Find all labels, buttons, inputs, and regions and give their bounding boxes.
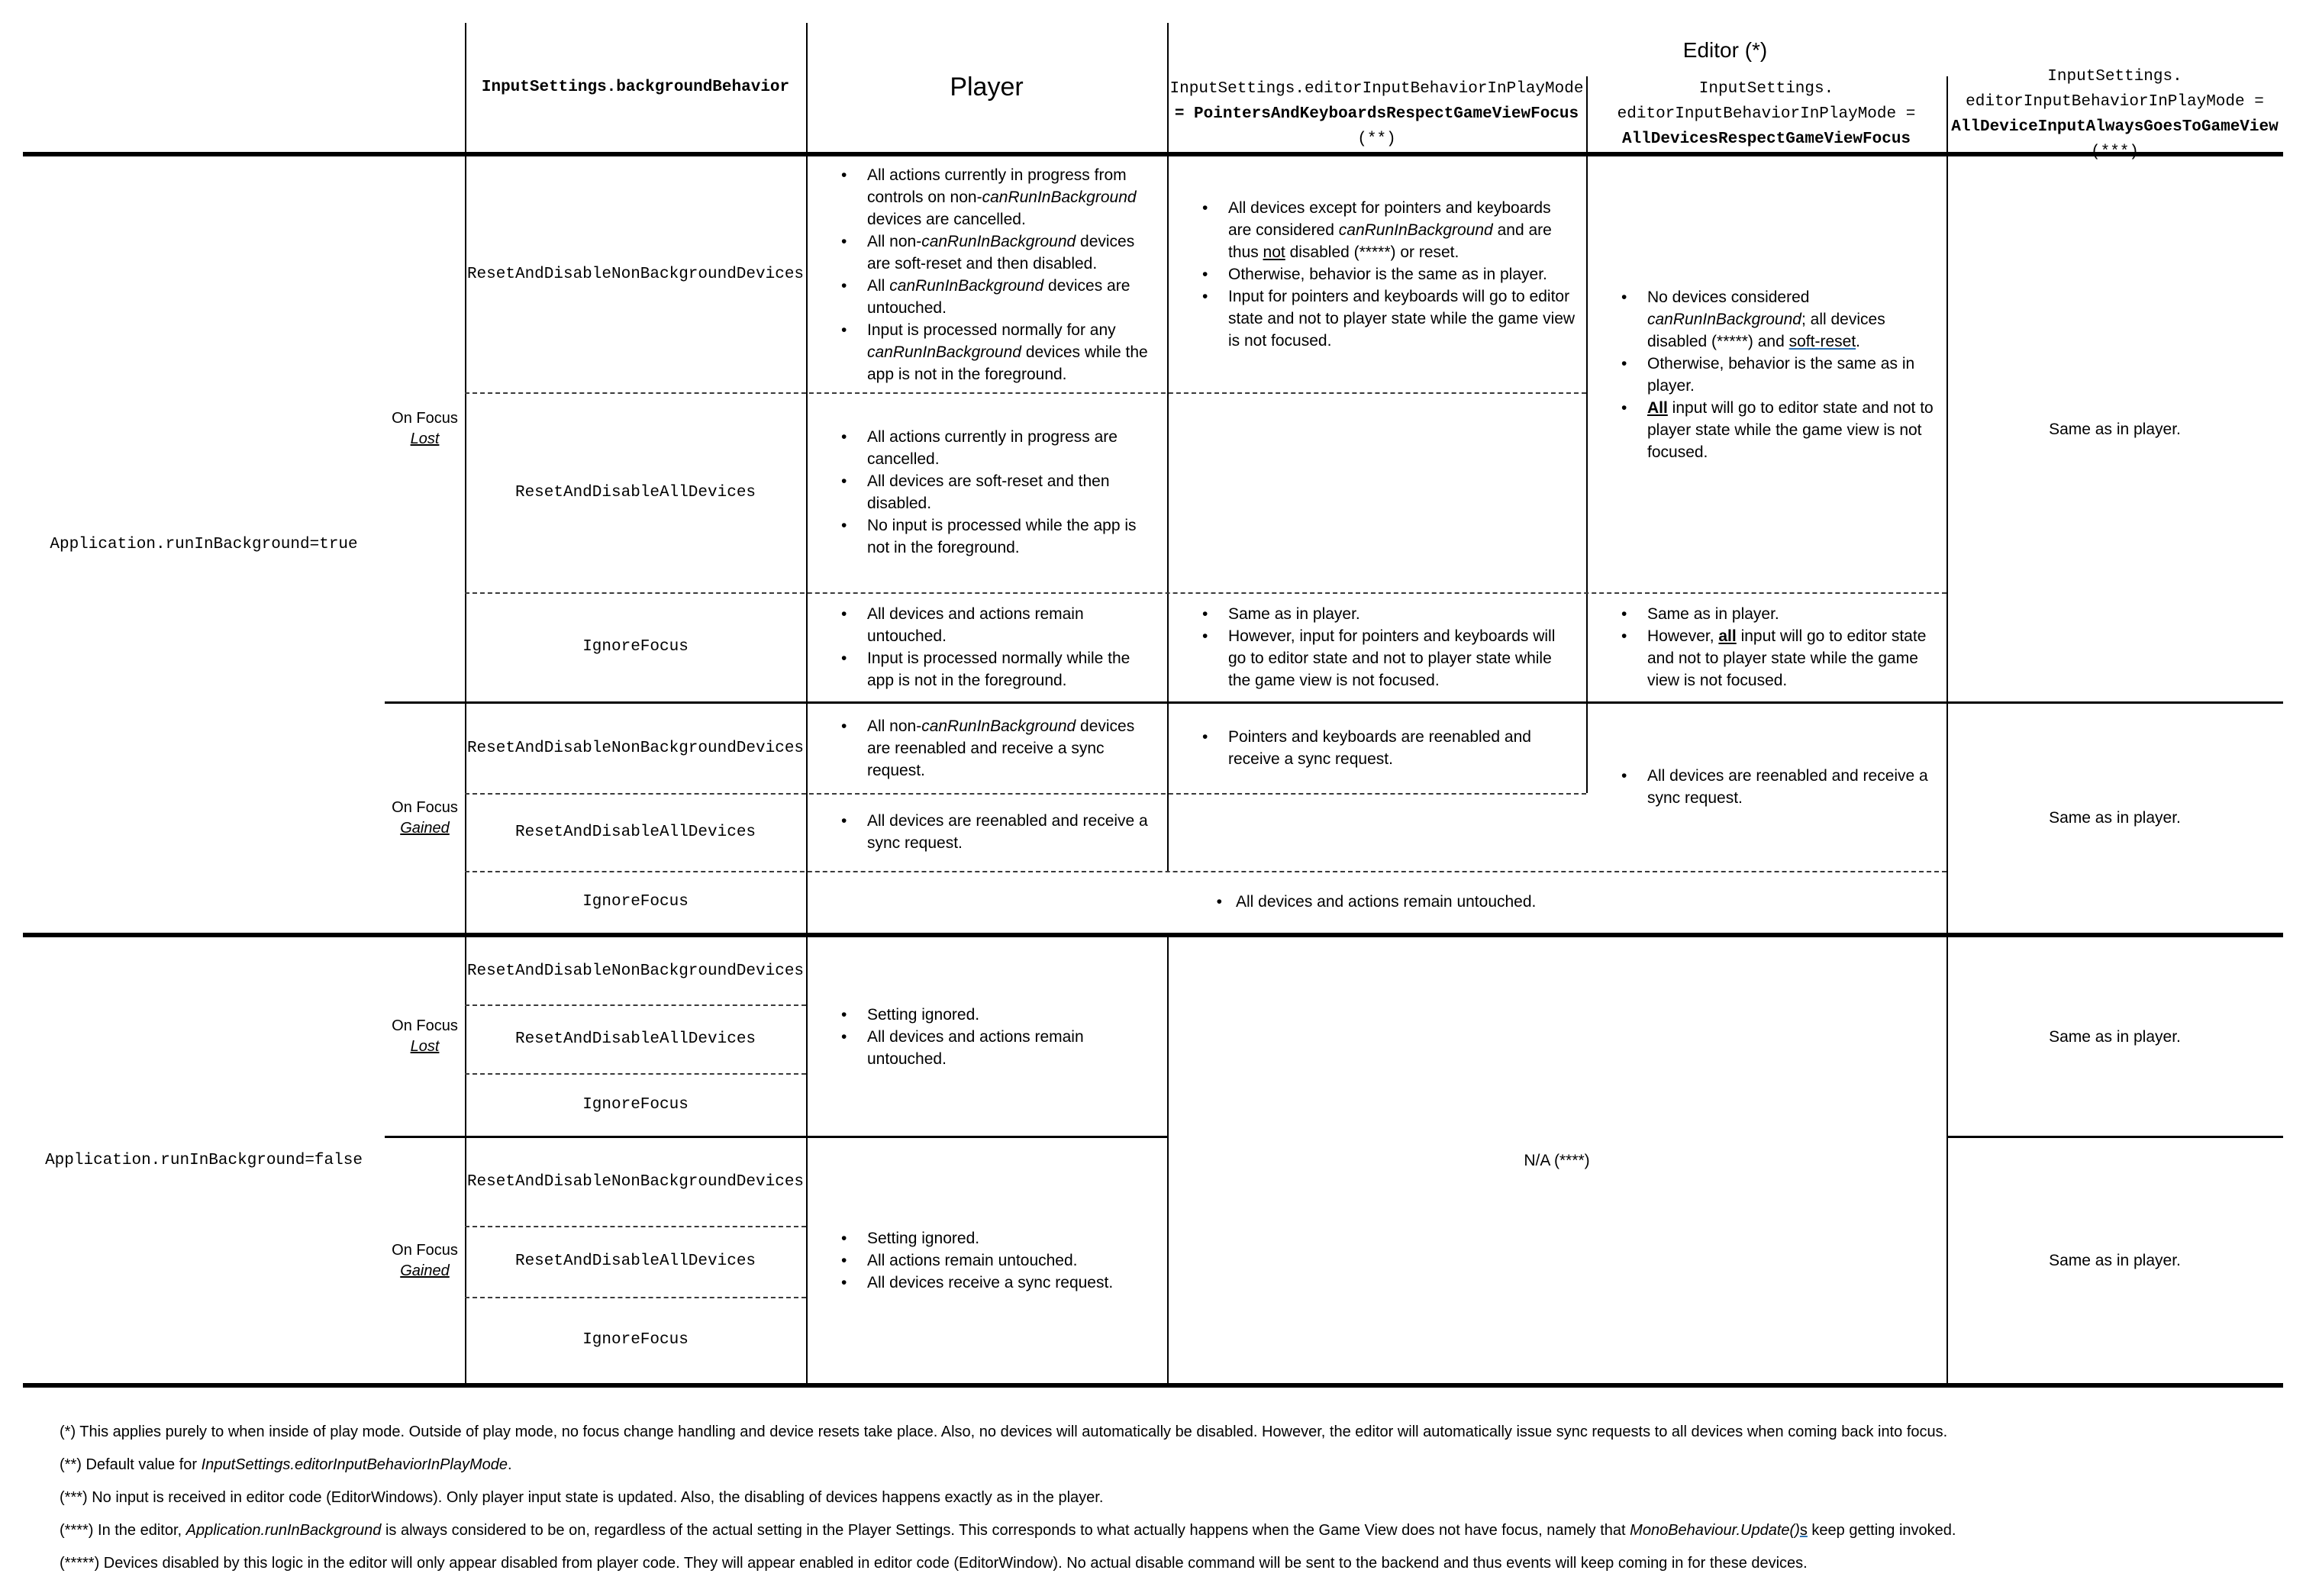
cell-true-lost-ignore-pointers: • Same as in player. • However, input for pointers and keyboards will go to editor state and not to player state while the game view is not focused.: [1167, 592, 1586, 701]
bullet-icon: •: [841, 1252, 847, 1269]
behavior-value: IgnoreFocus: [582, 1331, 689, 1349]
bullet-icon: •: [841, 605, 847, 623]
bullet-icon: •: [1621, 605, 1627, 623]
cell-true-gained-nonbg-player: • All non-canRunInBackground devices are reenabled and receive a sync request.: [806, 703, 1167, 793]
bullet-icon: •: [841, 1027, 847, 1046]
behavior-value: IgnoreFocus: [582, 638, 689, 656]
bullet-icon: •: [841, 232, 847, 250]
bullet-icon: •: [1202, 728, 1208, 746]
gained-text: Gained: [400, 819, 450, 837]
behavior-false-gained-resetall: [465, 1226, 806, 1297]
cell-false-lost-allinput: Same as in player.: [2049, 1027, 2181, 1046]
cell-true-lost-nonbg-pointers: • All devices except for pointers and keyboards are considered canRunInBackground and are thus not disabled (*****) or reset. • Otherwise, behavior is the same as in player. • Input for pointers and keyboards will go to editor state and not to player state while the game view is not focused.: [1167, 156, 1586, 392]
bullet-icon: •: [841, 321, 847, 339]
cell-true-gained-resetall-player: • All devices are reenabled and receive a sync request.: [806, 793, 1167, 871]
header-editor-group-label: Editor (*): [1682, 37, 1768, 62]
bullet-icon: •: [841, 428, 847, 446]
header-background-behavior-label: InputSettings.backgroundBehavior: [481, 79, 790, 96]
group-label-true-on-focus-gained: [385, 703, 465, 933]
behavior-value: IgnoreFocus: [582, 893, 689, 911]
behavior-value: ResetAndDisableAllDevices: [514, 1253, 756, 1270]
behavior-value: ResetAndDisableAllDevices: [514, 483, 756, 501]
group-label-true-on-focus-lost: [385, 156, 465, 701]
bullet-icon: •: [1621, 767, 1627, 785]
lost-text: Lost: [410, 430, 440, 447]
row-label-run-in-background-true: [23, 156, 385, 933]
behavior-value: ResetAndDisableAllDevices: [514, 823, 756, 841]
behavior-value: ResetAndDisableNonBackgroundDevices: [466, 1173, 805, 1191]
run-in-background-true-label: Application.runInBackground=true: [50, 536, 358, 553]
bullet-icon: •: [841, 1274, 847, 1291]
table-hline-table-bottom: [23, 1383, 2283, 1388]
run-in-background-false-label: Application.runInBackground=false: [45, 1151, 363, 1169]
cell-true-lost-alldevices-merged: • No devices considered canRunInBackground; all devices disabled (*****) and soft-reset. • Otherwise, behavior is the same as in player. • All input will go to editor state and not to player state while the game view is not focused.: [1586, 156, 1946, 592]
cell-true-lost-resetall-player: • All actions currently in progress are cancelled. • All devices are soft-reset and then disabled. • No input is processed while the app is not in the foreground.: [806, 392, 1167, 592]
bullet-icon: •: [1202, 627, 1208, 645]
footnote-3: (***) No input is received in editor code (EditorWindows). Only player input state is updated. Also, the disabling of devices happens exactly as in the player.: [60, 1489, 1104, 1506]
bullet-icon: •: [841, 276, 847, 295]
header-player-label: Player: [950, 73, 1024, 102]
cell-true-gained-nonbg-pointers: • Pointers and keyboards are reenabled and receive a sync request.: [1167, 703, 1586, 793]
footnote-1: (*) This applies purely to when inside of play mode. Outside of play mode, no focus change handling and device resets take place. Also, no devices will automatically be disabled. However, the editor will automatically issue sync requests to all devices when coming back into focus.: [60, 1424, 1948, 1440]
behavior-false-gained-nonbg: [465, 1138, 806, 1226]
behavior-false-gained-ignore: [465, 1297, 806, 1383]
gained-text: Gained: [400, 1262, 450, 1279]
bullet-icon: •: [1621, 627, 1627, 645]
behavior-value: ResetAndDisableAllDevices: [514, 1030, 756, 1048]
bullet-icon: •: [1621, 288, 1627, 306]
lost-text: Lost: [410, 1038, 440, 1055]
cell-true-gained-alldevices-merged: • All devices are reenabled and receive a sync request.: [1586, 703, 1946, 871]
bullet-icon: •: [1202, 605, 1208, 623]
behavior-value: IgnoreFocus: [582, 1095, 689, 1114]
header-player: [806, 23, 1167, 152]
header-editor-col-pointers: InputSettings.editorInputBehaviorInPlayMode = PointersAndKeyboardsRespectGameViewFocus (**): [1169, 80, 1584, 148]
behavior-true-lost-nonbg: [465, 156, 806, 392]
bullet-icon: •: [841, 517, 847, 534]
bullet-icon: •: [1202, 199, 1208, 217]
cell-true-gained-ignore-merged: • All devices and actions remain untouched.: [806, 871, 1946, 933]
bullet-icon: •: [841, 649, 847, 667]
bullet-icon: •: [841, 812, 847, 830]
cell-true-lost-allinput: Same as in player.: [2049, 420, 2181, 438]
header-background-behavior: [465, 23, 806, 152]
on-focus-text: On Focus: [392, 1241, 458, 1259]
header-editor-col-alldevices: InputSettings. editorInputBehaviorInPlayMode = AllDevicesRespectGameViewFocus: [1617, 80, 1916, 148]
on-focus-text: On Focus: [392, 1017, 458, 1034]
group-label-false-on-focus-lost: [385, 937, 465, 1136]
behavior-value: ResetAndDisableNonBackgroundDevices: [466, 962, 805, 980]
bullet-icon: •: [841, 1005, 847, 1024]
behavior-false-lost-resetall: [465, 1004, 806, 1073]
cell-false-gained-player: • Setting ignored. • All actions remain untouched. • All devices receive a sync request.: [806, 1138, 1167, 1383]
header-editor-col-allinput: InputSettings. editorInputBehaviorInPlayMode = AllDeviceInputAlwaysGoesToGameView (***): [1951, 67, 2279, 161]
behavior-value: ResetAndDisableNonBackgroundDevices: [466, 266, 805, 283]
behavior-true-lost-ignore: [465, 592, 806, 701]
bullet-icon: •: [841, 717, 847, 735]
behavior-false-lost-nonbg: [465, 937, 806, 1004]
bullet-icon: •: [1216, 893, 1222, 911]
behavior-true-gained-resetall: [465, 793, 806, 871]
cell-true-lost-nonbg-player: • All actions currently in progress from controls on non-canRunInBackground devices are cancelled. • All non-canRunInBackground devices are soft-reset and then disabled. • All canRunInBackground devices are untouched. • Input is processed normally for any canRunInBackground devices while the app is not in the foreground.: [806, 156, 1167, 392]
cell-true-lost-ignore-alldevices: • Same as in player. • However, all input will go to editor state and not to player state while the game view is not focused.: [1586, 592, 1946, 701]
bullet-icon: •: [841, 472, 847, 490]
footnote-4: (****) In the editor, Application.runInBackground is always considered to be on, regardless of the actual setting in the Player Settings. This corresponds to what actually happens when the Game View does not have focus, namely that MonoBehaviour.Update()s keep getting invoked.: [60, 1522, 1956, 1539]
on-focus-text: On Focus: [392, 798, 458, 816]
cell-true-lost-ignore-player: • All devices and actions remain untouched. • Input is processed normally while the app is not in the foreground.: [806, 592, 1167, 701]
cell-false-gained-allinput: Same as in player.: [2049, 1252, 2181, 1269]
footnote-2: (**) Default value for InputSettings.editorInputBehaviorInPlayMode.: [60, 1456, 512, 1473]
group-label-false-on-focus-gained: [385, 1138, 465, 1383]
cell-true-gained-allinput: Same as in player.: [2049, 809, 2181, 827]
bullet-icon: •: [1621, 398, 1627, 417]
behavior-true-lost-resetall: [465, 392, 806, 592]
behavior-value: ResetAndDisableNonBackgroundDevices: [466, 739, 805, 757]
behavior-false-lost-ignore: [465, 1073, 806, 1136]
bullet-icon: •: [841, 1230, 847, 1247]
cell-false-lost-player: • Setting ignored. • All devices and actions remain untouched.: [806, 937, 1167, 1136]
footnote-5: (*****) Devices disabled by this logic in the editor will only appear disabled from player code. They will appear enabled in editor code (EditorWindow). No actual disable command will be sent to the backend and thus events will keep coming in for these devices.: [60, 1555, 1808, 1572]
behavior-true-gained-ignore: [465, 871, 806, 933]
cell-false-editor-na: N/A (****): [1524, 1151, 1590, 1169]
on-focus-text: On Focus: [392, 410, 458, 427]
bullet-icon: •: [841, 166, 847, 184]
bullet-icon: •: [1202, 288, 1208, 305]
behavior-true-gained-nonbg: [465, 703, 806, 793]
bullet-icon: •: [1621, 354, 1627, 372]
bullet-icon: •: [1202, 266, 1208, 283]
row-label-run-in-background-false: [23, 937, 385, 1383]
